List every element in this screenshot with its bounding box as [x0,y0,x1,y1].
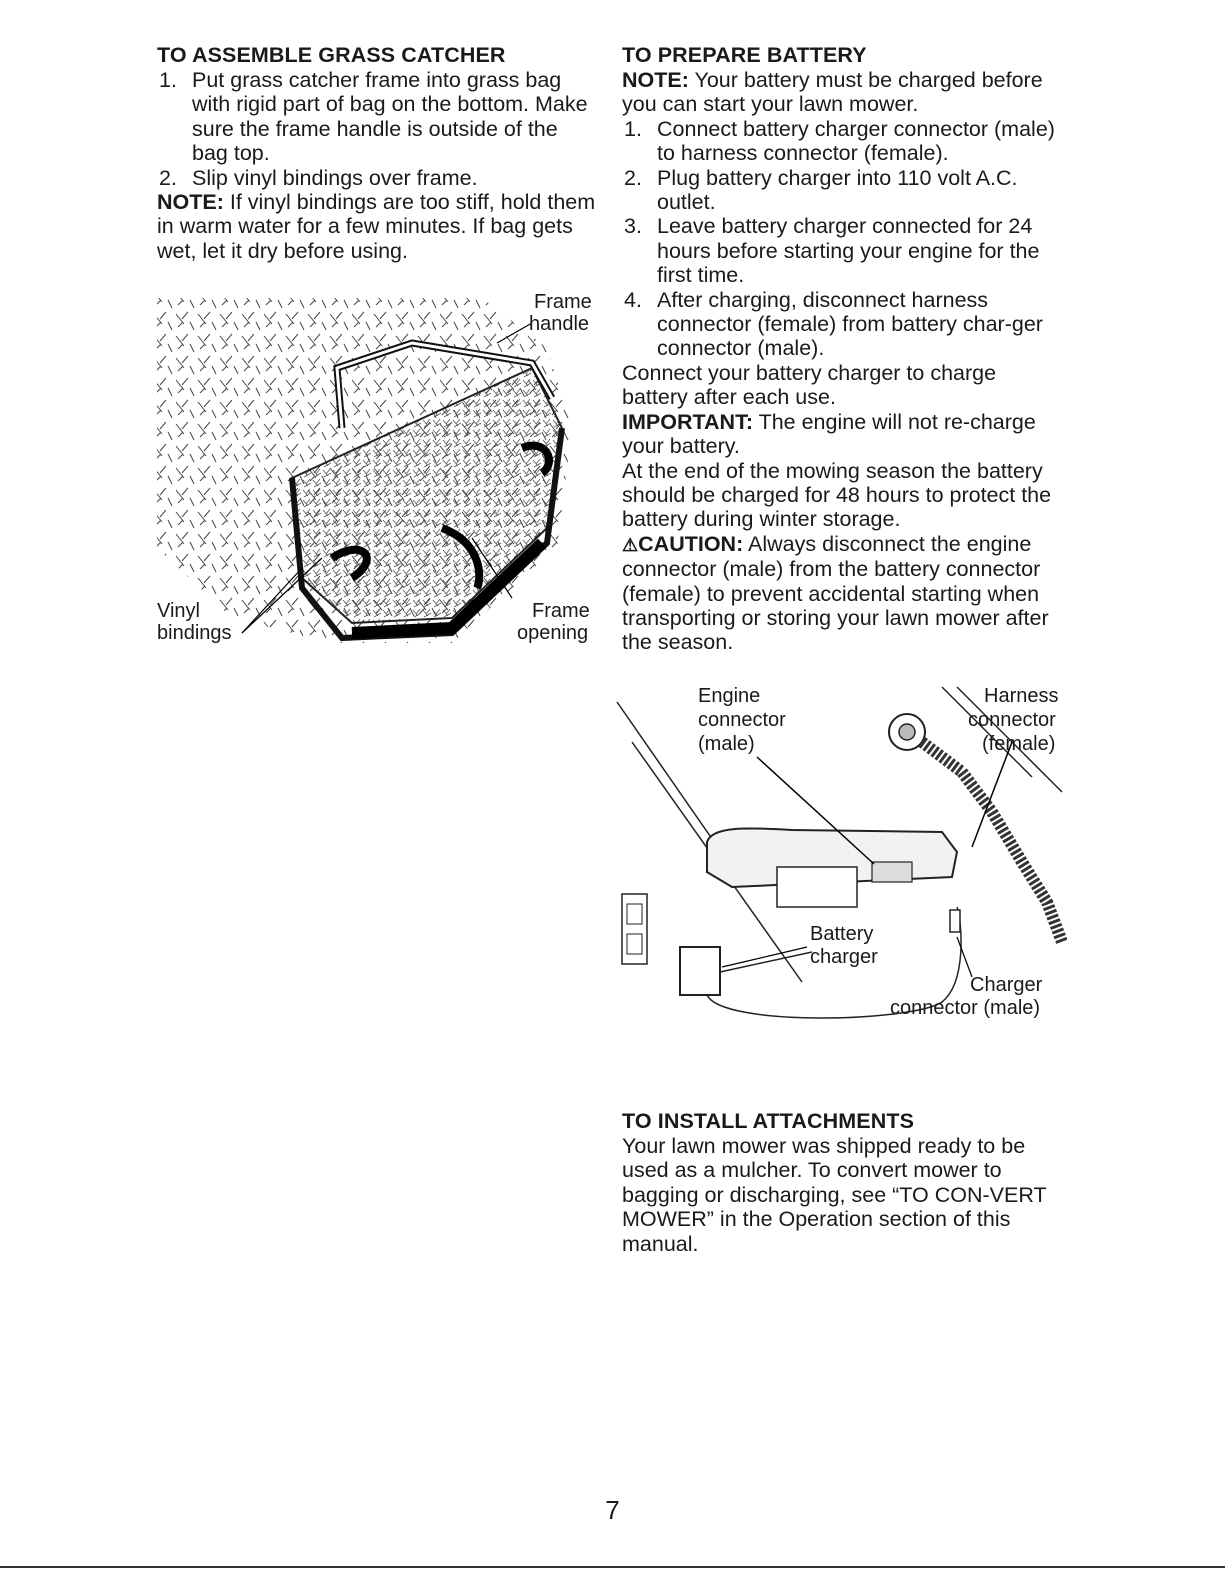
grass-catcher-illustration [152,288,597,663]
step-text: Plug battery charger into 110 volt A.C. outlet. [657,165,1018,215]
season-storage-text: At the end of the mowing season the battery should be charged for 48 hours to protect the battery during winter storage. [622,458,1052,532]
vinyl-bindings-label: Vinyl [157,600,200,622]
step-number: 2. [624,165,642,190]
frame-handle-label: handle [529,313,590,335]
frame-opening-label: Frame [532,600,590,622]
step-number: 3. [624,214,642,239]
harness-connector-label: Harness [984,685,1059,707]
caution-text: Always disconnect the engine connector (male) from the battery connector (female) to prevent accidental starting when transporting or storing your lawn mower after the season. [622,531,1049,655]
step-text: Connect battery charger connector (male) to harness connector (female). [657,116,1055,166]
battery-charger-illustration [612,682,1067,1032]
important-text: The engine will not re-charge your battery. [622,409,1036,459]
step-number: 1. [159,68,177,92]
important-note [622,410,1062,459]
charger-connector-label: Charger [970,974,1043,996]
vinyl-bindings-label: bindings [157,622,232,644]
step-text: Leave battery charger connected for 24 hours before starting your engine for the first time. [657,214,1040,288]
grass-catcher-heading: TO ASSEMBLE GRASS CATCHER [157,43,506,67]
grass-catcher-note [157,190,597,263]
note-label: NOTE: [157,190,224,215]
frame-opening-label: opening [517,622,589,644]
step-text: After charging, disconnect harness connector (female) from battery char-ger connector (male). [657,287,1043,361]
connect-after-use-text: Connect your battery charger to charge battery after each use. [622,360,997,410]
battery-note [622,68,1062,117]
page-bottom-rule [0,1566,1225,1568]
battery-step-1 [622,117,1062,166]
install-attachments-heading: TO INSTALL ATTACHMENTS [622,1109,915,1133]
important-label: IMPORTANT: [622,409,753,434]
engine-connector-label: connector [698,709,786,731]
harness-connector-label: connector [968,709,1056,731]
step-text: Slip vinyl bindings over frame. [192,165,478,190]
caution-label: CAUTION: [638,531,744,556]
battery-step-3 [622,214,1062,287]
harness-connector-label: (female) [982,733,1056,755]
charger-connector-label: connector (male) [890,997,1041,1019]
note-text: Your battery must be charged before you can start your lawn mower. [622,68,1043,117]
engine-connector-label: (male) [698,733,755,755]
grass-catcher-section [157,42,597,263]
grass-bag-drawing [152,288,597,663]
step-number: 4. [624,287,642,312]
battery-heading: TO PREPARE BATTERY [622,43,867,67]
install-attachments-text: Your lawn mower was shipped ready to be used as a mulcher. To convert mower to bagging or discharging, see “TO CON-VERT MOWER” in the Operation section of this manual. [622,1134,1047,1256]
battery-section [622,42,1062,655]
battery-step-2 [622,166,1062,215]
note-text: If vinyl bindings are too stiff, hold them in warm water for a few minutes. If bag gets wet, let it dry before using. [157,190,596,263]
step-text: Put grass catcher frame into grass bag with rigid part of bag on the bottom. Make sure the frame handle is outside of the bag top. [192,68,588,166]
caution-note [622,532,1062,655]
battery-charger-label: Battery [810,923,874,945]
warning-icon: ⚠ [622,534,639,555]
step-number: 2. [159,165,177,190]
battery-step-4 [622,288,1062,361]
step-number: 1. [624,116,642,141]
frame-handle-label: Frame [534,291,592,313]
grass-catcher-step-1 [157,68,597,166]
engine-connector-label: Engine [698,685,761,707]
install-attachments-section [622,1108,1062,1256]
page-number: 7 [605,1495,620,1525]
note-label: NOTE: [622,68,689,92]
grass-catcher-step-2 [157,166,597,190]
battery-charger-label: charger [810,946,878,968]
